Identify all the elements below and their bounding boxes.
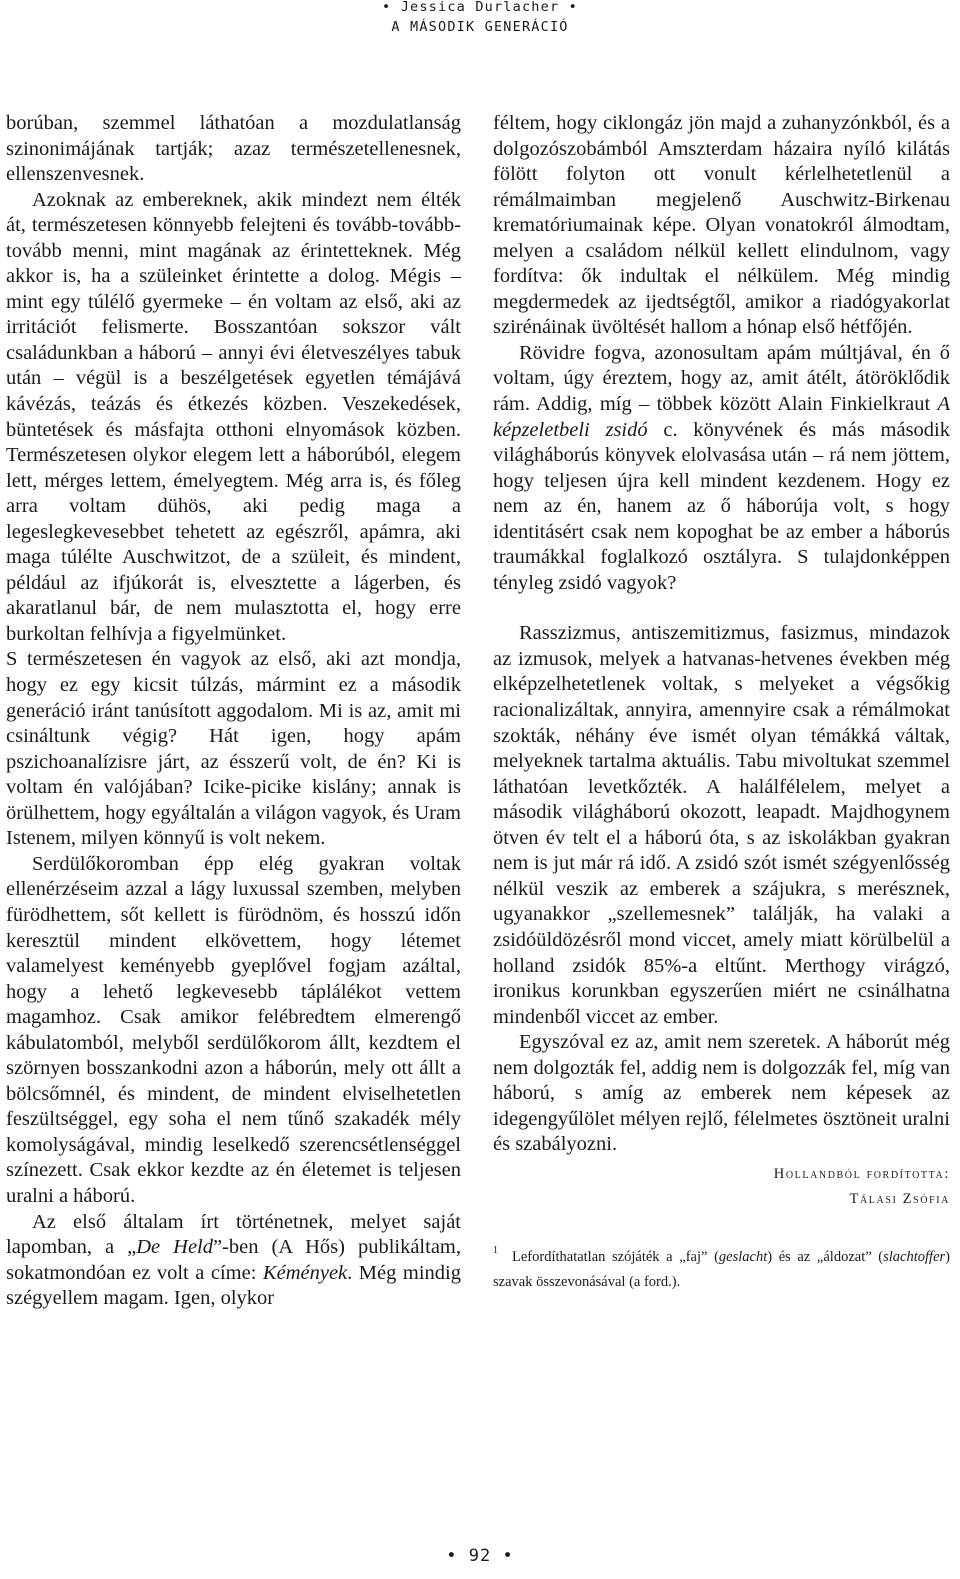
footnote-term: geslacht: [718, 1248, 768, 1265]
paragraph: [493, 341, 950, 596]
paragraph: Egyszóval ez az, amit nem szeretek. A háborút még nem dolgozták fel, addig nem is dolgozzák fel, míg van háború, s amíg az emberek nem képesek az idegengyűlölet mélyen rejlő, félelmetes ösztöneit uralni és szabályozni.: [493, 1031, 950, 1156]
page-number: • 92 •: [446, 1546, 514, 1566]
translator-credit-label: Hollandból fordította:: [773, 1165, 950, 1182]
title-de-held: De Held: [136, 1236, 213, 1259]
paragraph: Azoknak az embereknek, akik mindezt nem élték át, természetesen könnyebb felejteni és tovább-tovább-tovább menni, mint magának az érintetteknek. Még akkor is, ha a szüleinket érintette a dolog. Mégis – mint egy túlélő gyermeke – én voltam az első, aki az irritációt felismerte. Bosszantóan sokszor vált családunkban a háború – annyi évi életveszélyes tabuk után – végül is a beszélgetések egyetlen témájává kávézás, teázás és étkezés közben. Veszekedések, büntetések és másfajta otthoni elnyomások közben. Természetesen olykor elegem lett a háborúból, elegem lett, mérges lettem, émelyegtem. Még arra is, és főleg arra voltam dühös, aki pedig maga a legeslegkevesebbet tehetett az egészről, apámra, aki maga túlélte Auschwitzot, de a szüleit, és mindent, például az ifjúkorát is, elvesztette a lágerben, és akaratlanul bár, de nem mulasztotta el, hogy erre burkoltan felhívja a figyelmünket.: [6, 188, 461, 645]
footnote-term: slachtoffer: [883, 1248, 946, 1265]
text-run: . Még mindig szégyellem magam. Igen, olykor: [6, 1261, 461, 1310]
text-run: ) és az „áldozat” (: [767, 1248, 884, 1265]
paragraph: Serdülőkoromban épp elég gyakran voltak ellenérzéseim azzal a lágy luxussal szemben, melyben fürödhettem, sőt kellett is fürödnöm, és hosszú időn keresztül mindent elkövettem, hogy létemet valamelyest keményebb gyeplővel fogjam azáltal, hogy a lehető legkevesebb táplálékot vettem magamhoz. Csak amikor felébredtem elmerengő kábulatomból, melyből serdülőkorom állt, kezdtem el szörnyen bosszankodni azon a háborún, mely ott állt a bölcsőmnél, és mindent, de mindent elviselhetetlen feszültséggel, egy soha el nem tűnő szakadék mély komolyságával, mindig leselkedő szerencsétlenséggel színezett. Csak ekkor kezdte az én életemet is teljesen uralni a háború.: [6, 852, 461, 1207]
text-run: c. könyvének és más második világháborús könyvek elolvasása után – rá nem jöttem, hogy teljesen újra kell mindent kezdenem. Hogy ez nem az én, hanem az ő háborúja volt, s hogy identitásért csak nem kopoghat be az ember a háborús traumákkal foglalkozó osztályra. S tulajdonképpen tényleg zsidó vagyok?: [493, 418, 950, 594]
book-title: A képzeletbeli zsidó: [493, 393, 950, 441]
title-kemenyek: Kémények: [262, 1261, 348, 1284]
text-run: Rövidre fogva, azonosultam apám múltjával, én ő voltam, úgy éreztem, hogy az, amit átélt, átöröklődik rám. Addig, míg – többek között Alain Finkielkraut: [493, 341, 950, 416]
paragraph: Rasszizmus, antiszemitizmus, fasizmus, mindazok az izmusok, melyek a hatvanas-hetvenes években még elképzelhetetlenek voltak, s melyeket a végsőkig racionalizáltak, annyira, amennyire csak a rémálmokat szokták, néhány éve ismét olyan témákká váltak, melyeknek tartalma aktuális. Tabu mivoltukat szemmel láthatóan levetkőzték. A halálfélelem, melyet a második világháború okozott, leapadt. Majdhogynem ötven év telt el a háború óta, s az iskolákban gyakran nem is jut már rá idő. A zsidó szót ismét szégyenlősség nélkül veszik az emberek a szájukra, s merésznek, ugyanakkor „szellemesnek” találják, ha valaki a zsidóüldözésről mond viccet, amely miatt körülbelül a holland zsidók 85%-a eltűnt. Merthogy virágzó, ironikus korunkban egyszerűen miért ne csinálhatna mindenből viccet az ember.: [493, 622, 950, 1028]
paragraph: S természetesen én vagyok az első, aki azt mondja, hogy ez egy kicsit túlzás, mármint ez a második generáció iránt tanúsított aggodalom. Mi is az, amit mi csináltunk végig? Hát igen, hogy apám pszichoanalízisre járt, az ésszerű volt, de én? Ki is voltam én valójában? Icike-picike kislány; annak is örülhettem, hogy egyáltalán a világon vagyok, és Uram Istenem, milyen könnyű is volt nekem.: [6, 648, 461, 850]
paragraph: [6, 1210, 461, 1312]
translator-name: Tálasi Zsófia: [849, 1190, 950, 1207]
footnote: [493, 1240, 950, 1295]
left-column: [6, 111, 461, 1312]
footnote-mark: 1: [493, 1244, 498, 1256]
text-run: Lefordíthatatlan szójáték a „faj” (: [512, 1248, 719, 1265]
text-run: ”-ben (A Hős) publikáltam, sokatmondóan ez volt a címe:: [6, 1236, 461, 1284]
running-head-title: A MÁSODIK GENERÁCIÓ: [391, 19, 569, 35]
paragraph: féltem, hogy ciklongáz jön majd a zuhanyzónkból, és a dolgozószobámból Amszterdam házaira nyíló kilátás fölött folyton ott vonult kérlelhetetlenül a rémálmaimban megjelenő Auschwitz-Birkenau krematóriumainak képe. Olyan vonatokról álmodtam, melyen a családom nélkül kellett elindulnom, vagy fordítva: ők indultak el nélkülem. Még mindig megdermedek az ijedtségtől, amikor a riadógyakorlat szirénáinak üvöltését hallom a hónap első hétfőjén.: [493, 112, 950, 339]
paragraph: borúban, szemmel láthatóan a mozdulatlanság szinonimájának tartják; azaz természetellenesnek, ellenszenvesnek.: [6, 112, 461, 186]
running-head-author: • Jessica Durlacher •: [382, 0, 578, 15]
text-run: Az első általam írt történetnek, melyet saját lapomban, a „: [6, 1210, 461, 1259]
running-head: [0, 0, 960, 37]
right-column: [493, 111, 950, 1295]
text-run: ) szavak összevonásával (a ford.).: [493, 1248, 951, 1290]
